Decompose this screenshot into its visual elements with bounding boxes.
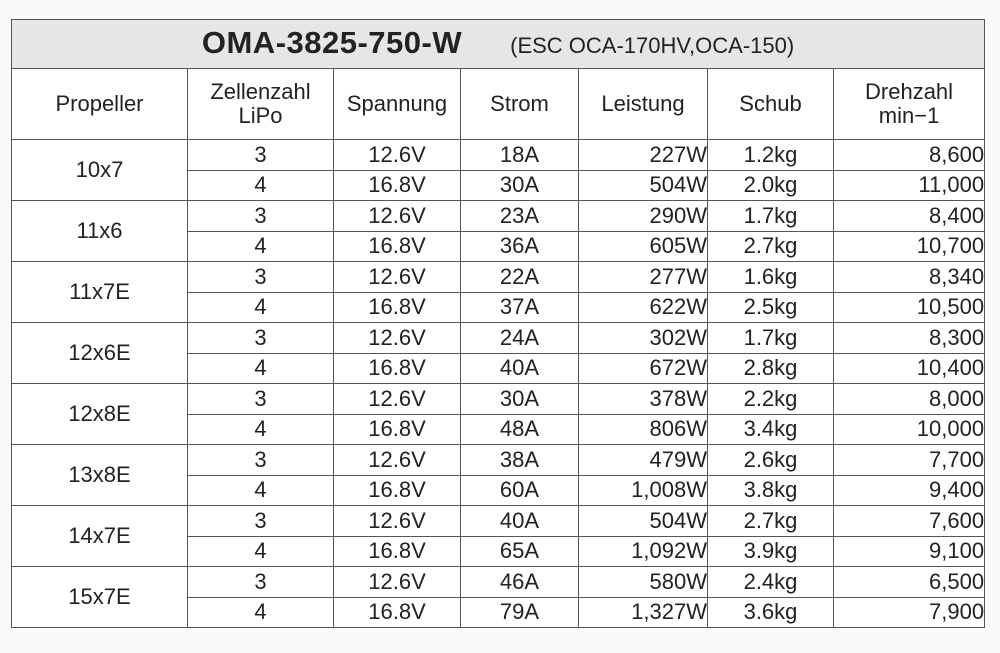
header-rpm-line2: min−1 [878, 103, 940, 128]
cell-count-cell: 4 [188, 292, 334, 323]
cell-count-cell: 4 [188, 597, 334, 628]
voltage-cell: 12.6V [334, 567, 461, 598]
propeller-cell: 11x6 [12, 201, 188, 262]
thrust-cell: 2.0kg [708, 170, 834, 201]
voltage-cell: 12.6V [334, 445, 461, 476]
rpm-cell: 7,900 [834, 597, 985, 628]
voltage-cell: 12.6V [334, 384, 461, 415]
power-cell: 622W [579, 292, 708, 323]
rpm-cell: 9,100 [834, 536, 985, 567]
current-cell: 40A [461, 506, 579, 537]
table-row [12, 262, 985, 293]
thrust-cell: 2.8kg [708, 353, 834, 384]
propeller-cell: 14x7E [12, 506, 188, 567]
power-cell: 504W [579, 506, 708, 537]
power-cell: 302W [579, 323, 708, 354]
thrust-cell: 2.5kg [708, 292, 834, 323]
propeller-cell: 12x8E [12, 384, 188, 445]
current-cell: 30A [461, 384, 579, 415]
table-row [12, 506, 985, 537]
power-cell: 1,092W [579, 536, 708, 567]
motor-performance-table [11, 19, 985, 628]
current-cell: 40A [461, 353, 579, 384]
thrust-cell: 2.4kg [708, 567, 834, 598]
power-cell: 504W [579, 170, 708, 201]
rpm-cell: 8,340 [834, 262, 985, 293]
rpm-cell: 7,600 [834, 506, 985, 537]
cell-count-cell: 3 [188, 201, 334, 232]
current-cell: 38A [461, 445, 579, 476]
cell-count-cell: 4 [188, 475, 334, 506]
current-cell: 23A [461, 201, 579, 232]
rpm-cell: 10,500 [834, 292, 985, 323]
thrust-cell: 2.6kg [708, 445, 834, 476]
cell-count-cell: 4 [188, 536, 334, 567]
rpm-cell: 8,400 [834, 201, 985, 232]
power-cell: 277W [579, 262, 708, 293]
power-cell: 479W [579, 445, 708, 476]
voltage-cell: 16.8V [334, 597, 461, 628]
thrust-cell: 3.6kg [708, 597, 834, 628]
thrust-cell: 2.7kg [708, 231, 834, 262]
propeller-cell: 15x7E [12, 567, 188, 628]
header-rpm [834, 69, 985, 140]
current-cell: 24A [461, 323, 579, 354]
table-row [12, 445, 985, 476]
cell-count-cell: 3 [188, 506, 334, 537]
header-current: Strom [461, 69, 579, 140]
propeller-cell: 12x6E [12, 323, 188, 384]
current-cell: 30A [461, 170, 579, 201]
current-cell: 36A [461, 231, 579, 262]
rpm-cell: 8,000 [834, 384, 985, 415]
power-cell: 580W [579, 567, 708, 598]
header-cells [188, 69, 334, 140]
propeller-cell: 13x8E [12, 445, 188, 506]
voltage-cell: 16.8V [334, 170, 461, 201]
table-title [12, 20, 985, 69]
cell-count-cell: 4 [188, 231, 334, 262]
title-row [12, 20, 985, 69]
table-row [12, 384, 985, 415]
power-cell: 672W [579, 353, 708, 384]
table-body [12, 140, 985, 628]
cell-count-cell: 3 [188, 384, 334, 415]
power-cell: 806W [579, 414, 708, 445]
cell-count-cell: 3 [188, 140, 334, 171]
voltage-cell: 16.8V [334, 292, 461, 323]
rpm-cell: 6,500 [834, 567, 985, 598]
current-cell: 22A [461, 262, 579, 293]
table-row [12, 567, 985, 598]
thrust-cell: 3.4kg [708, 414, 834, 445]
voltage-cell: 16.8V [334, 536, 461, 567]
cell-count-cell: 3 [188, 262, 334, 293]
header-row [12, 69, 985, 140]
power-cell: 290W [579, 201, 708, 232]
rpm-cell: 8,600 [834, 140, 985, 171]
cell-count-cell: 4 [188, 414, 334, 445]
propeller-cell: 11x7E [12, 262, 188, 323]
table-row [12, 201, 985, 232]
current-cell: 37A [461, 292, 579, 323]
rpm-cell: 8,300 [834, 323, 985, 354]
table-row [12, 323, 985, 354]
thrust-cell: 1.7kg [708, 323, 834, 354]
rpm-cell: 10,700 [834, 231, 985, 262]
current-cell: 79A [461, 597, 579, 628]
power-cell: 1,327W [579, 597, 708, 628]
thrust-cell: 1.2kg [708, 140, 834, 171]
voltage-cell: 12.6V [334, 140, 461, 171]
thrust-cell: 3.8kg [708, 475, 834, 506]
voltage-cell: 16.8V [334, 475, 461, 506]
current-cell: 46A [461, 567, 579, 598]
cell-count-cell: 3 [188, 323, 334, 354]
voltage-cell: 12.6V [334, 506, 461, 537]
thrust-cell: 3.9kg [708, 536, 834, 567]
header-thrust: Schub [708, 69, 834, 140]
rpm-cell: 11,000 [834, 170, 985, 201]
voltage-cell: 12.6V [334, 201, 461, 232]
header-cells-line1: Zellenzahl [210, 79, 311, 104]
header-propeller: Propeller [12, 69, 188, 140]
header-voltage: Spannung [334, 69, 461, 140]
table-row [12, 140, 985, 171]
current-cell: 18A [461, 140, 579, 171]
voltage-cell: 12.6V [334, 262, 461, 293]
power-cell: 378W [579, 384, 708, 415]
thrust-cell: 1.6kg [708, 262, 834, 293]
cell-count-cell: 3 [188, 567, 334, 598]
cell-count-cell: 3 [188, 445, 334, 476]
voltage-cell: 12.6V [334, 323, 461, 354]
voltage-cell: 16.8V [334, 414, 461, 445]
header-power: Leistung [579, 69, 708, 140]
rpm-cell: 10,000 [834, 414, 985, 445]
esc-note: (ESC OCA-170HV,OCA-150) [510, 32, 795, 58]
rpm-cell: 10,400 [834, 353, 985, 384]
cell-count-cell: 4 [188, 353, 334, 384]
current-cell: 60A [461, 475, 579, 506]
thrust-cell: 2.2kg [708, 384, 834, 415]
rpm-cell: 9,400 [834, 475, 985, 506]
rpm-cell: 7,700 [834, 445, 985, 476]
power-cell: 605W [579, 231, 708, 262]
voltage-cell: 16.8V [334, 353, 461, 384]
header-rpm-line1: Drehzahl [865, 79, 954, 104]
power-cell: 1,008W [579, 475, 708, 506]
thrust-cell: 2.7kg [708, 506, 834, 537]
thrust-cell: 1.7kg [708, 201, 834, 232]
header-cells-line2: LiPo [238, 103, 283, 128]
voltage-cell: 16.8V [334, 231, 461, 262]
current-cell: 65A [461, 536, 579, 567]
cell-count-cell: 4 [188, 170, 334, 201]
power-cell: 227W [579, 140, 708, 171]
propeller-cell: 10x7 [12, 140, 188, 201]
model-name: OMA-3825-750-W [201, 24, 463, 60]
current-cell: 48A [461, 414, 579, 445]
